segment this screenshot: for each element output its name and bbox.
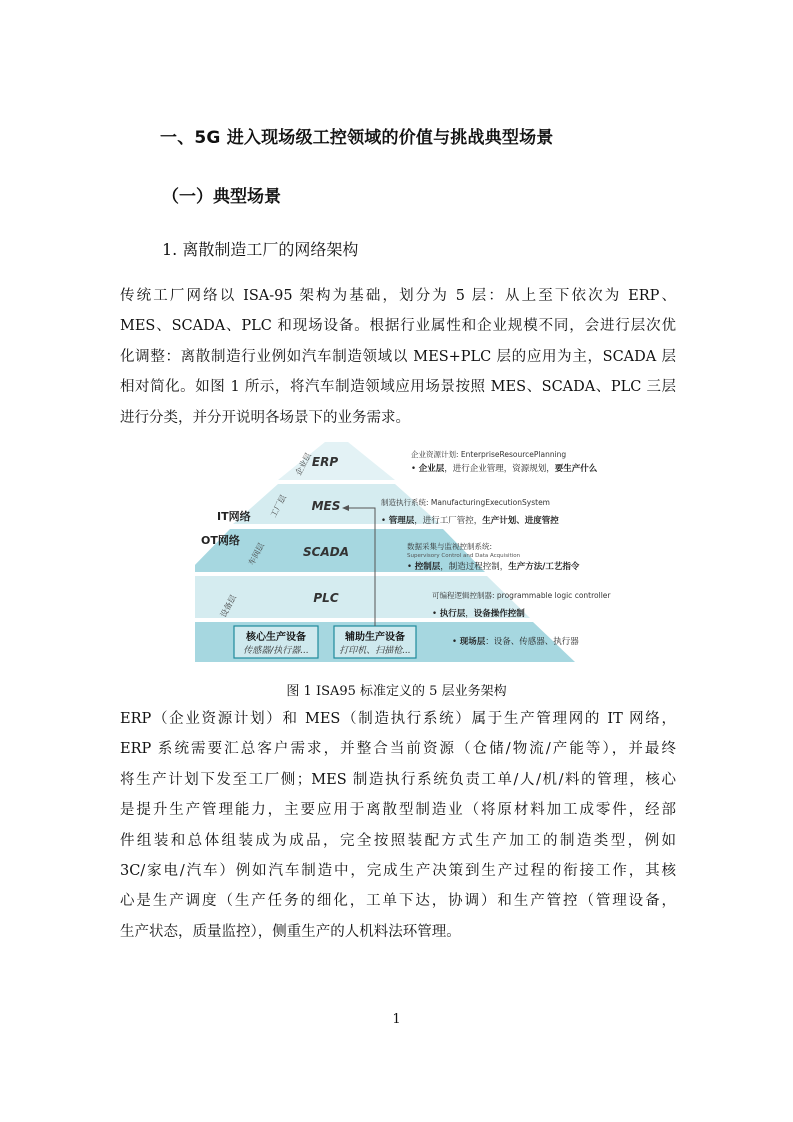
core-device-title: 核心生产设备 (246, 632, 306, 643)
paragraph-line: 化调整：离散制造行业例如汽车制造领域以 MES+PLC 层的应用为主，SCADA 层 (120, 348, 676, 365)
subsection-title: （一）典型场景 (162, 187, 281, 207)
desc-erp-bullet: • 企业层，进行企业管理，资源规划，要生产什么 (411, 464, 598, 474)
desc-plc-title: 可编程逻辑控制器: programmable logic controller (432, 591, 611, 600)
paragraph-line: 3C/家电/汽车）例如汽车制造中，完成生产决策到生产过程的衔接工作，其核 (120, 863, 676, 880)
paragraph-line: 传统工厂网络以 ISA-95 架构为基础，划分为 5 层：从上至下依次为 ERP、 (120, 288, 676, 304)
paragraph-line: ERP 系统需要汇总客户需求，并整合当前资源（仓储/物流/产能等），并最终 (120, 741, 676, 758)
pyramid-diagram (195, 440, 615, 670)
side-label-enterprise: 企业层 (293, 451, 314, 477)
layer-label-scada: SCADA (303, 545, 349, 559)
side-label-factory: 工厂层 (268, 493, 289, 519)
aux-device-sub: 打印机、扫描枪... (339, 646, 411, 656)
section-title: 一、5G 进入现场级工控领域的价值与挑战典型场景 (160, 128, 554, 148)
page-number: 1 (392, 1012, 401, 1027)
figure-caption: 图 1 ISA95 标准定义的 5 层业务架构 (286, 684, 507, 699)
paragraph-line: 将生产计划下发至工厂侧；MES 制造执行系统负责工单/人/机/料的管理，核心 (120, 771, 676, 788)
paragraph-line: ERP（企业资源计划）和 MES（制造执行系统）属于生产管理网的 IT 网络， (120, 711, 676, 727)
layer-label-mes: MES (311, 499, 341, 513)
paragraph-line: 生产状态，质量监控），侧重生产的人机料法环管理。 (120, 923, 461, 940)
paragraph-line: 进行分类，并分开说明各场景下的业务需求。 (120, 409, 410, 426)
paragraph-1 (120, 281, 676, 433)
desc-mes-bullet: • 管理层，进行工厂管控，生产计划、进度管控 (381, 516, 559, 526)
layer-label-erp: ERP (311, 455, 339, 469)
it-network-label: IT网络 (217, 510, 251, 523)
core-device-sub: 传感器/执行器... (243, 646, 309, 656)
desc-mes-title: 制造执行系统: ManufacturingExecutionSystem (381, 498, 550, 507)
layer-label-plc: PLC (313, 591, 339, 605)
paragraph-line: 件组装和总体组装成为成品，完全按照装配方式生产加工的制造类型，例如 (120, 832, 676, 849)
desc-plc-bullet: • 执行层，设备操作控制 (432, 609, 525, 619)
isa95-figure (195, 440, 615, 670)
paragraph-line: MES、SCADA、PLC 和现场设备。根据行业属性和企业规模不同，会进行层次优 (120, 318, 676, 335)
subsubsection-title: 1. 离散制造工厂的网络架构 (162, 240, 359, 259)
desc-scada-title: 数据采集与监视控制系统: (407, 542, 493, 551)
aux-device-title: 辅助生产设备 (345, 632, 405, 643)
desc-field-bullet: • 现场层：设备、传感器、执行器 (452, 637, 579, 647)
desc-erp-title: 企业资源计划: EnterpriseResourcePlanning (411, 450, 567, 459)
desc-scada-bullet: • 控制层，制造过程控制，生产方法/工艺指令 (407, 562, 580, 572)
side-label-device: 设备层 (218, 593, 239, 619)
desc-scada-title2: Supervisory Control and Data Acquisition (407, 553, 521, 559)
ot-network-label: OT网络 (201, 534, 240, 547)
paragraph-2 (120, 704, 676, 947)
paragraph-line: 是提升生产管理能力，主要应用于离散型制造业（将原材料加工成零件，经部 (120, 802, 676, 819)
paragraph-line: 相对简化。如图 1 所示，将汽车制造领域应用场景按照 MES、SCADA、PLC 三层 (120, 379, 676, 396)
paragraph-line: 心是生产调度（生产任务的细化，工单下达，协调）和生产管控（管理设备， (120, 893, 676, 910)
side-label-workshop: 车间层 (246, 541, 267, 567)
